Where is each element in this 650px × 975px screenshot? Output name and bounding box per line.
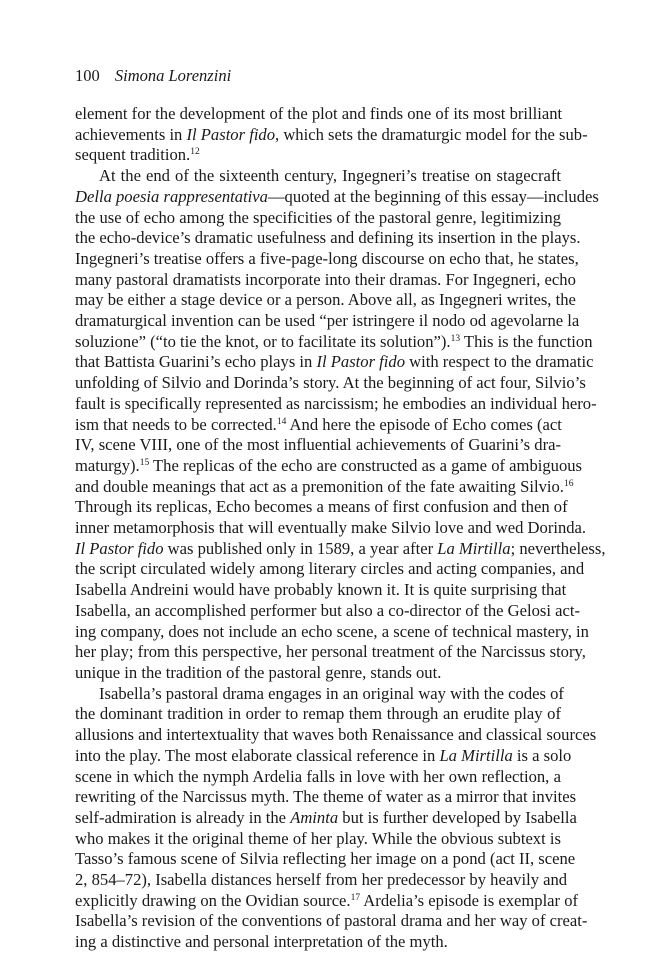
text-run: ing company, does not include an echo scene, a scene of technical mastery, in bbox=[75, 621, 589, 641]
text-line bbox=[75, 373, 586, 394]
footnote-ref: 17 bbox=[350, 892, 361, 903]
text-run: may be either a stage device or a person. Above all, as Ingegneri writes, the bbox=[75, 290, 576, 310]
text-line bbox=[75, 269, 576, 291]
text-run: —quoted at the beginning of this essay—includes bbox=[267, 186, 599, 206]
text-run: dramaturgical invention can be used “per istringere il nodo od agevolarne la bbox=[75, 311, 580, 331]
italic-text: La Mirtilla bbox=[439, 745, 513, 765]
text-run: that Battista Guarini’s echo plays in bbox=[75, 352, 317, 372]
text-line bbox=[75, 415, 561, 436]
text-line bbox=[75, 228, 581, 249]
text-run: Tasso’s famous scene of Silvia reflecting her image on a pond (act II, scene bbox=[75, 849, 576, 869]
text-run: 2, 854–72), Isabella distances herself from her predecessor by heavily and bbox=[75, 870, 568, 890]
text-line bbox=[75, 186, 599, 208]
text-run: Isabella’s pastoral drama engages in an original way with the codes of bbox=[99, 683, 564, 703]
text-run: and double meanings that act as a premonition of the fate awaiting Silvio. bbox=[75, 476, 564, 496]
text-run: ; nevertheless, bbox=[510, 538, 606, 558]
footnote-ref: 13 bbox=[450, 333, 461, 344]
text-run: ing a distinctive and personal interpretation of the myth. bbox=[75, 932, 448, 952]
text-run: but is further developed by Isabella bbox=[338, 807, 577, 827]
text-line bbox=[75, 518, 587, 539]
footnote-ref: 15 bbox=[139, 457, 150, 468]
text-run: fault is specifically represented as narcissism; he embodies an individual hero- bbox=[75, 393, 597, 413]
text-run: This is the function bbox=[460, 331, 593, 351]
text-run: achievements in bbox=[75, 124, 187, 144]
text-line bbox=[75, 352, 594, 373]
text-run: And here the episode of Echo comes (act bbox=[286, 414, 562, 434]
text-run: IV, scene VIII, one of the most influential achievements of Guarini’s dra- bbox=[75, 435, 561, 455]
text-run: Isabella, an accomplished performer but also a co-director of the Gelosi act- bbox=[75, 600, 580, 620]
text-run: was published only in 1589, a year after bbox=[163, 538, 438, 558]
text-run: soluzione” (“to tie the knot, or to facilitate its solution”). bbox=[75, 331, 451, 351]
body-text bbox=[75, 104, 606, 953]
text-run: into the play. The most elaborate classical reference in bbox=[75, 745, 440, 765]
text-line bbox=[75, 870, 568, 891]
text-run: maturgy). bbox=[75, 455, 140, 475]
text-run: self-admiration is already in the bbox=[75, 807, 291, 827]
text-line bbox=[75, 393, 597, 415]
text-line bbox=[75, 642, 586, 663]
text-line bbox=[75, 538, 606, 560]
text-run: At the end of the sixteenth century, Ingegneri’s treatise on stagecraft bbox=[99, 166, 561, 186]
italic-text: Il Pastor fido bbox=[316, 352, 405, 372]
text-line bbox=[75, 849, 576, 870]
text-line bbox=[75, 621, 589, 643]
text-run: unfolding of Silvio and Dorinda’s story. At the beginning of act four, Silvio’s bbox=[75, 373, 586, 393]
text-line bbox=[75, 104, 561, 125]
text-line bbox=[75, 124, 588, 146]
italic-text: Il Pastor fido bbox=[75, 538, 164, 558]
text-line bbox=[75, 476, 574, 498]
text-run: her play; from this perspective, her personal treatment of the Narcissus story, bbox=[75, 642, 586, 662]
text-line bbox=[75, 497, 568, 518]
text-run: the use of echo among the specificities of the pastoral genre, legitimizing bbox=[75, 207, 561, 227]
italic-text: La Mirtilla bbox=[437, 538, 511, 558]
text-line bbox=[75, 290, 576, 311]
footnote-ref: 14 bbox=[276, 416, 287, 427]
italic-text: Aminta bbox=[290, 807, 339, 827]
footnote-ref: 12 bbox=[190, 147, 200, 158]
text-run: unique in the tradition of the pastoral genre, stands out. bbox=[75, 662, 442, 682]
text-run: Ardelia’s episode is exemplar of bbox=[360, 890, 579, 910]
text-line bbox=[75, 145, 561, 166]
text-run: sequent tradition. bbox=[75, 145, 191, 165]
text-run: who makes it the original theme of her play. While the obvious subtext is bbox=[75, 828, 561, 848]
text-run: is a solo bbox=[512, 745, 572, 765]
text-line bbox=[75, 745, 572, 767]
text-line bbox=[75, 932, 561, 953]
text-line bbox=[75, 166, 561, 187]
text-line bbox=[75, 208, 561, 229]
text-line bbox=[75, 807, 577, 829]
italic-text: Il Pastor fido bbox=[186, 124, 276, 144]
page-number: 100 bbox=[75, 66, 100, 85]
text-run: the echo-device’s dramatic usefulness and defining its insertion in the plays. bbox=[75, 228, 581, 248]
text-line bbox=[75, 890, 579, 912]
text-run: Isabella Andreini would have probably known it. It is quite surprising that bbox=[75, 580, 567, 600]
text-line bbox=[75, 559, 585, 580]
italic-text: Della poesia rappresentativa bbox=[75, 186, 268, 206]
text-run: with respect to the dramatic bbox=[405, 352, 594, 372]
running-head-author: Simona Lorenzini bbox=[114, 66, 232, 85]
text-line bbox=[75, 600, 580, 622]
text-run: ism that needs to be corrected. bbox=[75, 414, 277, 434]
text-run: inner metamorphosis that will eventually make Silvio love and wed Dorinda. bbox=[75, 518, 587, 538]
text-line bbox=[75, 787, 577, 808]
text-run: the script circulated widely among literary circles and acting companies, and bbox=[75, 559, 585, 579]
text-line bbox=[75, 683, 564, 705]
footnote-ref: 16 bbox=[563, 478, 574, 489]
text-line bbox=[75, 248, 579, 270]
running-header bbox=[75, 66, 231, 86]
text-run: Through its replicas, Echo becomes a means of first confusion and then of bbox=[75, 497, 568, 517]
text-run: The replicas of the echo are constructed as a game of ambiguous bbox=[149, 455, 582, 475]
text-run: element for the development of the plot and finds one of its most brilliant bbox=[75, 104, 563, 123]
text-line bbox=[75, 725, 597, 746]
text-line bbox=[75, 311, 580, 332]
text-run: Isabella’s revision of the conventions of pastoral drama and her way of creat- bbox=[75, 911, 588, 931]
text-line bbox=[75, 331, 593, 353]
text-run: rewriting of the Narcissus myth. The theme of water as a mirror that invites bbox=[75, 787, 577, 807]
text-line bbox=[75, 663, 561, 684]
text-line bbox=[75, 455, 582, 477]
text-run: explicitly drawing on the Ovidian source. bbox=[75, 890, 351, 910]
text-line bbox=[75, 767, 561, 788]
text-run: allusions and intertextuality that waves both Renaissance and classical sources bbox=[75, 725, 597, 745]
text-run: many pastoral dramatists incorporate into their dramas. For Ingegneri, echo bbox=[75, 269, 576, 289]
text-line bbox=[75, 704, 561, 725]
text-run: , which sets the dramaturgic model for the sub- bbox=[275, 124, 588, 144]
text-line bbox=[75, 580, 567, 601]
text-line bbox=[75, 829, 561, 850]
text-run: the dominant tradition in order to remap them through an erudite play of bbox=[75, 704, 561, 724]
text-line bbox=[75, 911, 588, 932]
text-run: Ingegneri’s treatise offers a five-page-long discourse on echo that, he states, bbox=[75, 248, 579, 268]
text-line bbox=[75, 435, 561, 456]
text-run: scene in which the nymph Ardelia falls in love with her own reflection, a bbox=[75, 766, 561, 786]
